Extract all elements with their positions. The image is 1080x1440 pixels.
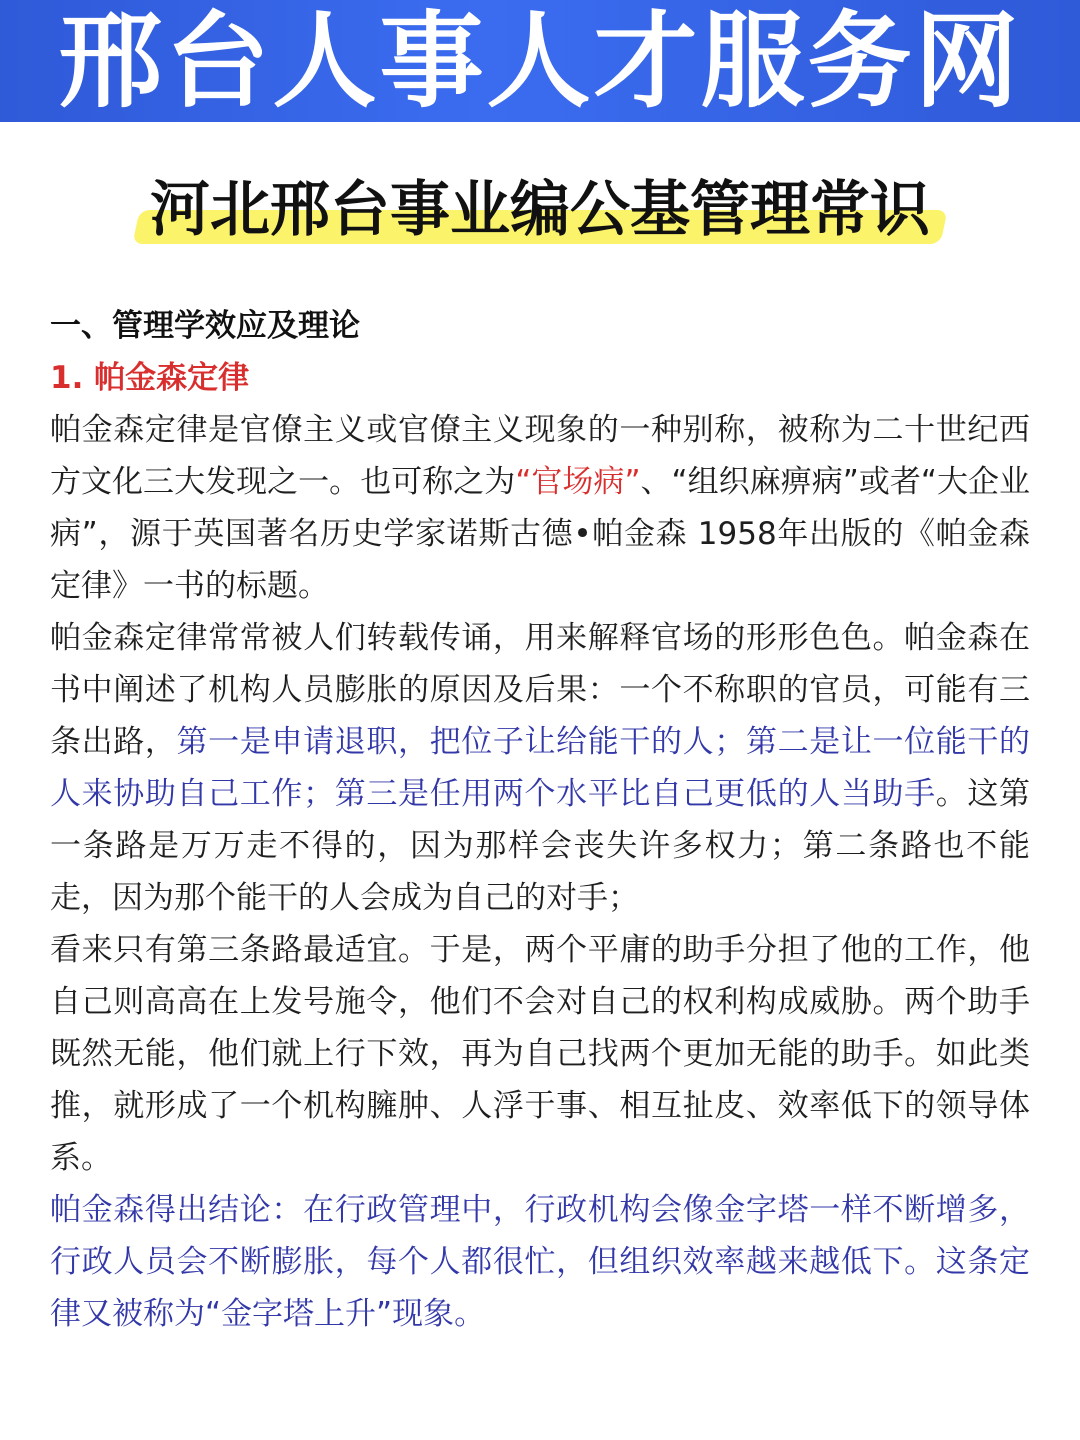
paragraph-2-text-c: 。这第一条路是万万走不得的，因为那样会丧失许多权力；第二条路也不能走，因为那个能干的人会成为自己的对手； bbox=[50, 776, 1031, 916]
page-title-text: 河北邢台事业编公基管理常识 bbox=[150, 175, 930, 245]
page-title bbox=[136, 168, 944, 252]
paragraph-1 bbox=[50, 404, 1030, 612]
header-banner bbox=[0, 0, 1080, 122]
paragraph-1-text-a: 帕金森定律是官僚主义或官僚主义现象的一种别称，被称为二十世纪西方文化三大发现之一。也可称之为 bbox=[50, 412, 1030, 500]
paragraph-4-conclusion: 帕金森得出结论：在行政管理中，行政机构会像金字塔一样不断增多，行政人员会不断膨胀，每个人都很忙，但组织效率越来越低下。这条定律又被称为“金字塔上升”现象。 bbox=[50, 1192, 1030, 1332]
paragraph-2 bbox=[50, 612, 1030, 924]
paragraph-2-text-a: 帕金森定律常常被人们转载传诵，用来解释官场的形形色色。帕金森在书中阐述了机构人员膨胀的原因及后果：一个不称职的官员，可能有三条出路， bbox=[50, 620, 1030, 760]
subtitle-container bbox=[0, 168, 1080, 252]
item-heading: 1. 帕金森定律 bbox=[50, 360, 250, 396]
article-body bbox=[50, 300, 1030, 1340]
paragraph-1-text-c: 、“组织麻痹病”或者“大企业病”，源于英国著名历史学家诺斯古德•帕金森 1958年出版的《帕金森定律》一书的标题。 bbox=[50, 464, 1030, 604]
paragraph-2-highlight: 第一是申请退职，把位子让给能干的人；第二是让一位能干的人来协助自己工作；第三是任用两个水平比自己更低的人当助手 bbox=[50, 724, 1031, 812]
section-heading: 一、管理学效应及理论 bbox=[50, 308, 360, 344]
paragraph-1-highlight: “官场病” bbox=[515, 464, 641, 500]
paragraph-3: 看来只有第三条路最适宜。于是，两个平庸的助手分担了他的工作，他自己则高高在上发号施令，他们不会对自己的权利构成威胁。两个助手既然无能，他们就上行下效，再为自己找两个更加无能的助手。如此类推，就形成了一个机构臃肿、人浮于事、相互扯皮、效率低下的领导体系。 bbox=[50, 932, 1030, 1176]
site-title: 邢台人事人才服务网 bbox=[58, 0, 1022, 122]
